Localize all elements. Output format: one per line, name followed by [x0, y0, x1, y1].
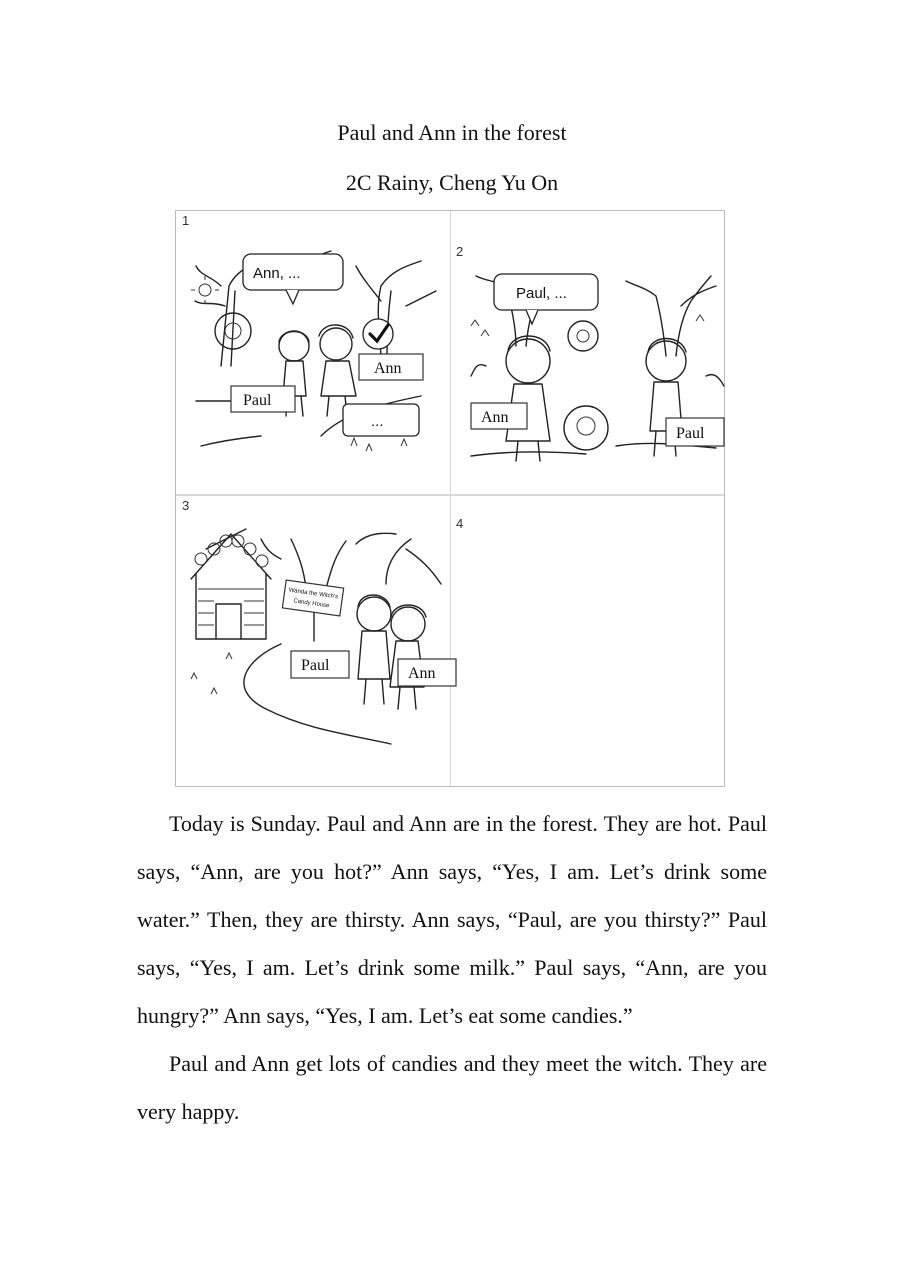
- thought-bubble-candy: [564, 406, 608, 450]
- panel-3-label-ann: Ann: [408, 665, 436, 682]
- panel-number-4: 4: [456, 516, 464, 531]
- comic-grid: [175, 210, 725, 787]
- panel-2-label-ann: Ann: [481, 409, 509, 426]
- story-paragraph-1: Today is Sunday. Paul and Ann are in the forest. They are hot. Paul says, “Ann, are you hot?” Ann says, “Yes, I am. Let’s drink some water.” Then, they are thirsty. Ann says, “Paul, are you thirsty?” Paul says, “Yes, I am. Let’s drink some milk.” Paul says, “Ann, are you hungry?” Ann says, “Yes, I am. Let’s eat some candies.”: [137, 811, 767, 1028]
- panel-divider-horizontal: [176, 494, 724, 496]
- checkmark-icon: [363, 319, 393, 349]
- panel-1-label-paul: Paul: [243, 392, 272, 409]
- paul-character-drawing: [357, 595, 391, 704]
- panel-2-speech-text: Paul, ...: [516, 285, 567, 302]
- story-paragraph-2: Paul and Ann get lots of candies and they meet the witch. They are very happy.: [137, 1051, 767, 1124]
- panel-number-3: 3: [182, 498, 190, 513]
- panel-1-speech-text: Ann, ...: [253, 265, 301, 282]
- panel-2-speech-tail: [526, 310, 538, 324]
- panel-1-speech-tail: [286, 290, 299, 304]
- panel-1-illustration: [191, 246, 451, 471]
- panel-number-1: 1: [182, 213, 190, 228]
- panel-1-label-ann: Ann: [374, 360, 402, 377]
- panel-3-label-paul: Paul: [301, 657, 330, 674]
- panel-2-illustration: [466, 266, 726, 476]
- sign-line-1: Wanda the Witch's: [288, 587, 339, 601]
- panel-2-label-paul: Paul: [676, 425, 705, 442]
- story-text: [137, 800, 767, 1136]
- panel-1-reply-text: ...: [371, 413, 384, 430]
- panel-3-illustration: [186, 529, 456, 749]
- document-title: Paul and Ann in the forest: [337, 120, 567, 145]
- ann-character-drawing: [390, 605, 426, 709]
- author-line: 2C Rainy, Cheng Yu On: [345, 170, 559, 195]
- ann-character-drawing: [506, 336, 550, 461]
- thought-bubble-smiley: [568, 321, 598, 351]
- candy-house-drawing: [191, 529, 271, 639]
- candy-house-sign: [282, 580, 343, 641]
- panel-number-2: 2: [456, 244, 464, 259]
- ann-character-drawing: [319, 325, 356, 416]
- sign-line-2: Candy House: [292, 598, 330, 610]
